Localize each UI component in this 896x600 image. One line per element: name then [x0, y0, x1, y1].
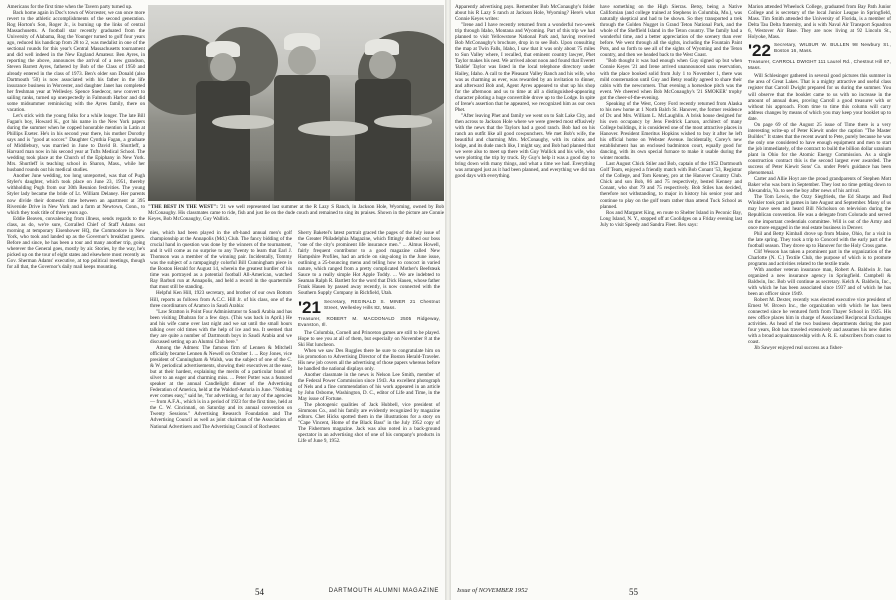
fish [298, 121, 368, 136]
right-page-column-2 [600, 4, 742, 582]
paragraph: Apparently advertising pays. Remember Bob McConaughy's folder about his R Lazy S ranch at Jackson Hole, Wyoming? Here's what Connie Keyes writes: [455, 4, 595, 23]
paragraph: Among the Admen: The famous firm of Lennen & Mitchell officially became Lennen & Newell on October 1. ... Roy Jones, vice president of Cunningham & Walsh, was the subject of one of the C. & W. periodical advertisements, showing their executives at the ease, but at their hardest, explaining the merits of a particular brand of silver to an eager and charming miss. ... Peter Potter was a featured speaker at the annual Candlelight dinner of the Advertising Federation of America, held at the Waldorf-Astoria in June. "Nothing ever comes easy," said he, "for advertising, or for any of the agencies — from A.F.A., which is in a period of 1923 for the first time, held at the C. W. Cincinnati, on Saturday and its annual convention on Twenty Sessions." Advertising Research Foundation and The Advertising Council as well as joint chairman of the Association of National Advertisers and The Advertising Council of Rochester. [150, 344, 292, 430]
paragraph: Another classmate in the news is Nelson Lee Smith, member of the Federal Power Commission since 1943. An excellent photograph of Nels and a fine commendation of his work appeared in an article by John Osborne, Washington, D. C., editor of Life and Time, in the May issue of Fortune. [298, 371, 440, 403]
class-year-badge: '21 [298, 297, 321, 317]
paragraph: Sherry Baketel's latest portrait graced the pages of the July issue of the Greater Philadelphia Magazine, which fittingly dubbed our boss "one of the city's prominent life insurance men." ... Almus Howell, fairly frequent contributor to a good magazine called New Hampshire Profiles, had an article on sing-along in the June issue, outlining a 25-bouncing menu and telling how to concoct in varied nature, which ranged from a pretty complicated Mother's Beefsteak Sauce to a really simple Hot Apple Toddy. ... We are indebted to Seaman Ralph R. Bartlett for the word that Dick Hauen, whose father Frank Hauen by passed away recently, is now connected with the Southern Supply Company in Richfield, Utah. [298, 230, 440, 297]
paragraph: With another veteran insurance man, Robert A. Baldwin Jr. has organized a new insurance agency in Springfield. Campbell & Baldwin, Inc. Bob will continue as secretary. Kelch A. Baldwin, Inc., with which he has been associated since 1937 and of which he has been an officer since 1949. [748, 266, 891, 298]
paragraph: Helpful Ken Hill, 1923 secretary, and brother of our own Bottom Hill, reports as follows from A.C.C. Hill Jr. of his class, one of the three coordinators of Aramco in Saudi Arabia: [150, 290, 292, 309]
paragraph: Jib Sawyer enjoyed real success as a fisher- [754, 345, 843, 352]
paragraph: Last August Chick Stiler and Bob, captain of the 1952 Dartmouth Golf Team, enjoyed a friendly match with Bob Conant '53, Registrar of the College, and Tom Kenney, pro at the Hanover Country Club. Chick and son Bob, 86 and 75 respectively, bested Kenney and Conant, who shot 79 and 75 respectively. Bob Stiles has decided, therefore not withstanding, to major in history his senior year and continue to play on the golf team rather than attend Tuck School as planned. [600, 161, 742, 210]
paragraph: Clif Wesson has taken a prominent part in the organization of the Charlotte (N. C.) Textile Club, the purpose of which is to promote programs and activities related to the textile trade. [748, 248, 891, 267]
paragraph: Will Schlesinger gathered in several good pictures this summer in the area of Great Lakes. That is a mighty attractive and useful class register that Carroll Dwight prepared for us during the summer. You will observe that the booklet came to us with no increase in the amount of annual dues, proving Carroll a good treasurer with or without his approach. From time to time this column will carry address changes by means of which you may keep your booklet up to date. [748, 73, 891, 122]
class-secretary: Secretary, REGINALD S. MINER 21 Chestnut Street, Wellesley Hills 82, Mass. [323, 298, 440, 310]
paragraph: Robert M. Dexter, recently was elected executive vice president of Ernest W. Brown Inc., the organization with which he has been connected since he ventured forth from Thayer School in 1925. His new office places him in charge of Associated Reciprocal Exchanges activities. As head of the two business departments during the past four years, Bob has traveled extensively and assumes his new duties with a broad acquaintanceship with A. R. E. subscribers from coast to coast. [748, 297, 891, 346]
paragraph: nies, which had been played in the oft-hand annual men's golf championship at the Annapolis (Md.) Club. The fancy bidding of the crucial hand in question was done by the winners of the tournament, and it will come as no surprise to any Twenty to learn that Earl J. Thomson was a member of the winning pair. Incidentally, Tommy was the subject of a rampagingly colorful Bill Cunningham piece in the Boston Herald for August 14, wherein the greatest hurdler of his time was portrayed as a potential football All-American, watched Ray Barbuti run at Annapolis, and held a record in the quartermile that must still be standing. [150, 230, 292, 291]
caption-text: '21 we well represented last summer at the R Lazy S Ranch, in Jackson Hole, Wyoming, owned by Bob McConaughy. His classmates came to ride, fish and just lie on the dude couch and remained to sing its praises. Shown in the picture are Connie Keyes, Bob McConaughy, Guy Wallick. [148, 204, 444, 223]
class-heading-1922 [748, 42, 891, 71]
caption-heading: "THE BEST IN THE WEST": [148, 204, 219, 210]
paragraph: Back home again in Doc's town of Worcester, we can once more revert to the athletic accomplishments of the second generation. Rog Horton's Son, Roger Jr., is burning up the links of central Massachusetts. A football star recently graduated from the University of Alabama, Rog the Younger turned to golf four years ago, reduced his handicap from 28 to 2, was medalist in one of the sectional rounds for this year's Central Massachusetts tournament and did well indeed in the New England Amateur. Ben Ayres, in reporting the above, announces the arrival of a new grandson, Steven Barrett Ayres, fathered by Bob of the Class of 1950 and already entered in the class of 1973. Ben's older son Donald (also Dartmouth '50) is now associated with his father in the life insurance business in Worcester, and daughter Janet has completed her freshman year at Wellesley. Spence Snedecor, new convert to sailing ranks, turned up unexpectedly in Falmouth Harbor and did some midsummer reminiscing with the Ayres family, there on vacation. [7, 10, 145, 113]
paragraph: "Law Stratton is Point Four Administrator to Saudi Arabia and has been visiting Dhahran for a few days. (This was back in April.) He and his wife came over last night and we sat until the small hours talking over old times with the help of ice and tea. It seemed that they are quite a number of Dartmouth boys in Saudi Arabia and we discussed setting up an Alumni Club here." [150, 308, 292, 345]
left-page [0, 0, 445, 600]
left-page-column-2 [150, 230, 292, 582]
class-year-badge: '22 [748, 41, 771, 61]
page-number: 54 [255, 587, 264, 597]
left-page-column-3 [298, 230, 440, 582]
magazine-title: DARTMOUTH ALUMNI MAGAZINE [328, 588, 439, 594]
paragraph: Speaking of the West, Corey Ford recently returned from Alaska to his new home at 1 North Balch St. Hanover, the former residence of Dr. and Mrs. William L. McLaughlin. A brisk house designed for his own occupancy by Jens Fredrick Larson, architect of many College buildings, it is considered one of the most attractive places in Hanover. President Emeritus Hopkins wished to buy it after he left his official home on Webster Avenue. Incidentally, Corey's new establishment has an enclosed badminton court, equally good for dancing, with its own special furnace to make it usable during the winter months. [600, 100, 742, 162]
paragraph: On page 69 of the August 25 issue of Time there is a very interesting write-up of Peter Kiewit under the caption "The Master Builder." It states that the recent award to Pete, purely because he was the only one considered to have enough equipment and men to start the job immediately, of the contract to build the billion dollar uranium plant in Ohio for the Atomic Energy Commission. As a single construction contract this is the second largest ever awarded. The success of Peter Kiewit Sons' Co. under Pete's guidance has been phenomenal. [748, 121, 891, 177]
class-treasurer: Treasurer, CARROLL DWIGHT 111 Laurel Rd., Chestnut Hill 67, Mass. [748, 59, 891, 71]
class-heading-1921 [298, 299, 440, 328]
paragraph: "Irene and I have recently returned from a wonderful two-week trip through Idaho, Montana and Wyoming. Part of this trip we had planned to visit Yellowstone National Park and, having received Bob McConaughy's brochure, drop in to see Bob. Upon consulting the map at Twin Falls, Idaho, I saw that it was only about 75 miles to Sun Valley where, I recalled, that eminent country lawyer, Phet Taylor makes his nest. We arrived about noon and found that Everett 'Baldie' Taylor was listed in the local telephone directory under Hailey, Idaho. A call to the Pleasant Valley Ranch and his wife, who was as charming as ever, was rewarded by an invitation to dinner, and afterward Bob and, Agent Ayres appeared to shut up his shop for the afternoon and us to time at all a distinguished-appearing character piloting a huge convertible drove up to the Lodge. In spite of Irene's assertion that he appeared, we recognized him as our own Phet. [455, 22, 595, 113]
class-treasurer: Treasurer, ROBERT M. MACDONALD 2505 Ridgeway, Evanston, Ill. [298, 315, 440, 327]
paragraph: Carter and Allie Hoyt are the proud grandparents of Stephen Mott Baker who was born in September. They lost no time getting down to Alexandria, Va. to see the boy after news of his arrival. [748, 176, 891, 195]
paragraph: Let's stick with the young folks for a while longer. The late Bill Fagan's boy, Howard K., got his name in the New York papers during the summer when he copped honorable mention in Latin at Phillips Exeter. He's in his second year there, his mother Dorothy says and is "good at soccer." Daughter Cynthia Fagan, a graduate of Middlebury, was married in June to David B. Shurtleff, a Harvard man now in his second year at Tufts Medical School. The wedding took place at the Church of the Epiphany in New York. Mrs. Shurtleff is teaching school in Sharon, Mass., while her husband rounds out his medical studies. [7, 112, 145, 174]
paragraph: The Columbia, Cornell and Princeton games are still to be played. Hope to see you at all of them, but especially on November 8 at the Ski Hut luncheon. [298, 329, 440, 348]
ranch-photograph [148, 5, 444, 201]
fish [212, 115, 274, 129]
right-page-column-3 [748, 4, 891, 582]
paragraph: The photogenic qualities of Jack Hubbell, vice president of Simmons Co., and his family are evidently recognized by magazine editors. Chet Hicks spotted them in the illustrations for a story on "Cape Vincent, Home of the Black Bass" in the July 1952 copy of The Fishermen magazine. Jack was also noted in a back-ground spectator in an advertising shot of one of his company's products in Life of June 9, 1952. [298, 402, 440, 445]
fish [374, 115, 432, 128]
photo-caption [148, 204, 444, 222]
paragraph: "Bob thought it was bad enough when Guy signed up but when Connie Keyes '21 and Irene arrived unannounced sans reservation, with the place booked solid from July 1 to November 1, there was mild consternation until Guy and Betsy readily agreed to share their cabin with the newcomers. That evening a horseshoe pitch was the event. We cheered when Bob McConaughy's '21 SMOKER' trophy got the cheer-of-the-evening. [600, 58, 742, 101]
paragraph: Phil and Betty Kimball drove up from Maine, Ohio, for a visit in the late spring. They took a trip to Concord with the early part of the football season. They drove up to Hanover for the Holy Cross game. [748, 230, 891, 249]
paragraph: Eddie Beaven, convalescing from illness, sends regards to the class, as do, we're sure, Corralled Chief of Staff Adams out morning at temporary Eisenhower HQ, the Commodore in New York, who took and landed up as the Governor's breakfast guests. Before and since, he has been a tour and many another trip, going wherever the General goes, mostly by air. Stories, by the way, he's picked up on the tour of eight states and elsewhere most recently as Gov. Sherman Adams' executive, at top political meetings, though for all that, the Governor's daily mail keeps mounting. [7, 215, 145, 271]
paragraph: When we saw Des Ruggles there he sure to congratulate him on his promotion to Advertising Director of the Boston Herald-Traveler. His new job covers all the advertising of those papers whereas before he handled the national displays only. [298, 347, 440, 372]
right-page-column-1 [455, 4, 595, 582]
person-bob-mcconaughy [266, 33, 338, 201]
page-number: 55 [629, 587, 638, 597]
paragraph: "After leaving Phet and family we went on to Salt Lake City, and then across to Jackson Hole where we were greeted most effusively with the news that the Taylors had a good ranch. Bob had on his ranch an outfit like all good cowpunchers. We met Bob's wife, the beautiful and charming Mrs. McConaughy, with its cabins and lodge, and its dude ranch like, I might say, and Bob had planned that we were also to meet up there with Guy Wallick and his wife, who were plotting the trip by truck. By Guy's help it was a good day to bring down with many things, and what a time we had. Everything was arranged just as it had been planned, and everything we did ran good days with everything. [455, 112, 595, 180]
left-page-column-1 [7, 4, 145, 582]
paragraph: have something on the High Sierras. Betsy, being a Native Californian (and college trained at Stephens in Columbia, Mo.), was naturally skeptical and had to be shown. So they transported a trek through the Golden Nugget in Grand Teton National Park, and the whole of the Sheffield Island in the Teton country. The family had a wonderful time, and a better appreciation of the scenery than ever before. We went through all the sights, including the Fountain Paint Pots, and so forth to see all of the sights of Wyoming and the Teton country, and then we headed back to the West Coast. [600, 4, 742, 59]
paragraph: The Tom Lewis, the Ozzy Siegfrieds, the Ed Sharps and Bud Winkler took part in games in late August and September. Many of us may have seen and heard Bill Nicholson on television during the Republican convention. He was a delegate from Colorado and served on the important credentials committee. Will is out of the Army and once more engaged in the real estate business in Denver. [748, 194, 891, 231]
class-secretary: Secretary, WILBUR W. BULLEN 98 Newbury St., Boston 16, Mass. [773, 42, 891, 54]
right-page [451, 0, 896, 600]
paragraph: Ros and Margaret King, en route to Shelter Island in Peconic Bay, Long Island, N. Y., stopped off at Coolidges on a Friday evening last July to visit Speedy and Sandra Fleet. Rex says: [600, 209, 742, 228]
paragraph: Americans for the first time when the Tavern party turned up. [7, 4, 133, 10]
paragraph: Marion attended Wheelock College, graduated from Bay Path Junior College and is secretary of the local Junior League in Springfield, Mass. Tim Smith attended the University of Florida, is a member of Delta Tau Delta fraternity, and is with Naval Air Transport Squadron 6, Westover Air Base. They are now living at 92 Lincoln St., Holyoke, Mass. [748, 4, 891, 41]
paragraph: Another June wedding, too long unreported, was that of Pugh Styler's daughter, which took place on June 23, 1951, thereby withholding Pugh from our 30th Reunion festivities. The young Styler lady became the bride of Lt. William Delaney. Her parents now divide their domestic time between an apartment at 395 Riverside Drive in New York and a farm at Newtown, Conn., to which they took title of three years ago. [7, 173, 145, 216]
issue-date: Issue of NOVEMBER 1952 [457, 587, 528, 594]
